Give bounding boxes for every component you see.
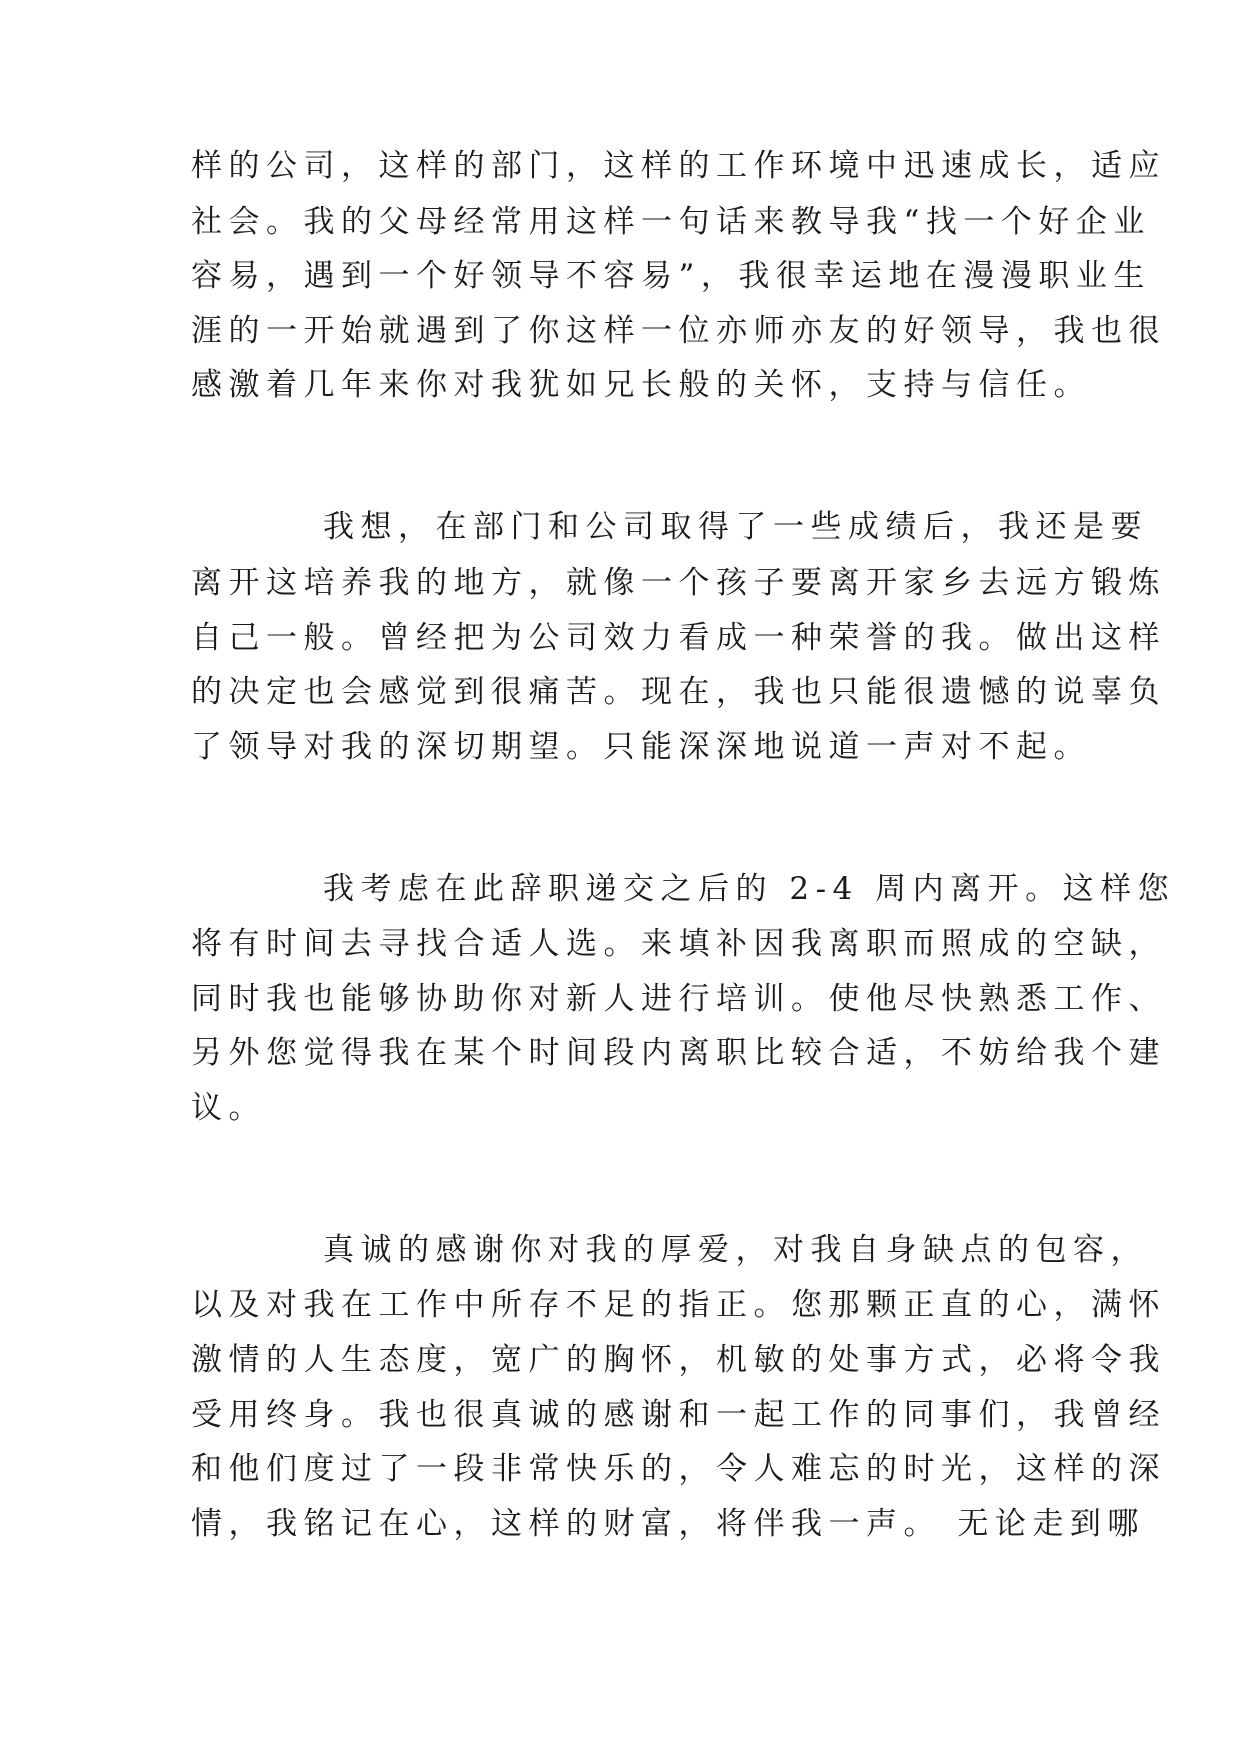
text-line: 了领导对我的深切期望。只能深深地说道一声对不起。 <box>191 729 1091 765</box>
text-line: 情，我铭记在心，这样的财富，将伴我一声。 无论走到哪 <box>191 1506 1145 1542</box>
text-line: 另外您觉得我在某个时间段内离职比较合适，不妨给我个建 <box>191 1035 1166 1071</box>
text-line: 自己一般。曾经把为公司效力看成一种荣誉的我。做出这样 <box>191 620 1166 656</box>
text-line: 感激着几年来你对我犹如兄长般的关怀，支持与信任。 <box>191 367 1091 403</box>
text-line: 离开这培养我的地方，就像一个孩子要离开家乡去远方锻炼 <box>191 565 1166 601</box>
text-line: 涯的一开始就遇到了你这样一位亦师亦友的好领导，我也很 <box>191 313 1166 349</box>
text-line: 将有时间去寻找合适人选。来填补因我离职而照成的空缺， <box>191 926 1166 962</box>
text-line: 激情的人生态度，宽广的胸怀，机敏的处事方式，必将令我 <box>191 1342 1166 1378</box>
text-line: 样的公司，这样的部门，这样的工作环境中迅速成长，适应 <box>191 148 1166 184</box>
text-line: 社会。我的父母经常用这样一句话来教导我“找一个好企业 <box>191 204 1151 240</box>
text-line: 同时我也能够协助你对新人进行培训。使他尽快熟悉工作、 <box>191 981 1166 1017</box>
text-line: 以及对我在工作中所存不足的指正。您那颗正直的心，满怀 <box>191 1287 1166 1323</box>
text-line: 受用终身。我也很真诚的感谢和一起工作的同事们，我曾经 <box>191 1397 1166 1433</box>
text-line: 议。 <box>191 1090 266 1126</box>
text-line: 我想，在部门和公司取得了一些成绩后，我还是要 <box>323 509 1148 545</box>
text-line: 真诚的感谢你对我的厚爱，对我自身缺点的包容， <box>323 1232 1148 1268</box>
text-line: 我考虑在此辞职递交之后的 2-4 周内离开。这样您 <box>323 871 1176 907</box>
text-line: 和他们度过了一段非常快乐的，令人难忘的时光，这样的深 <box>191 1451 1166 1487</box>
text-line: 容易，遇到一个好领导不容易”，我很幸运地在漫漫职业生 <box>191 258 1151 294</box>
text-line: 的决定也会感觉到很痛苦。现在，我也只能很遗憾的说辜负 <box>191 674 1166 710</box>
